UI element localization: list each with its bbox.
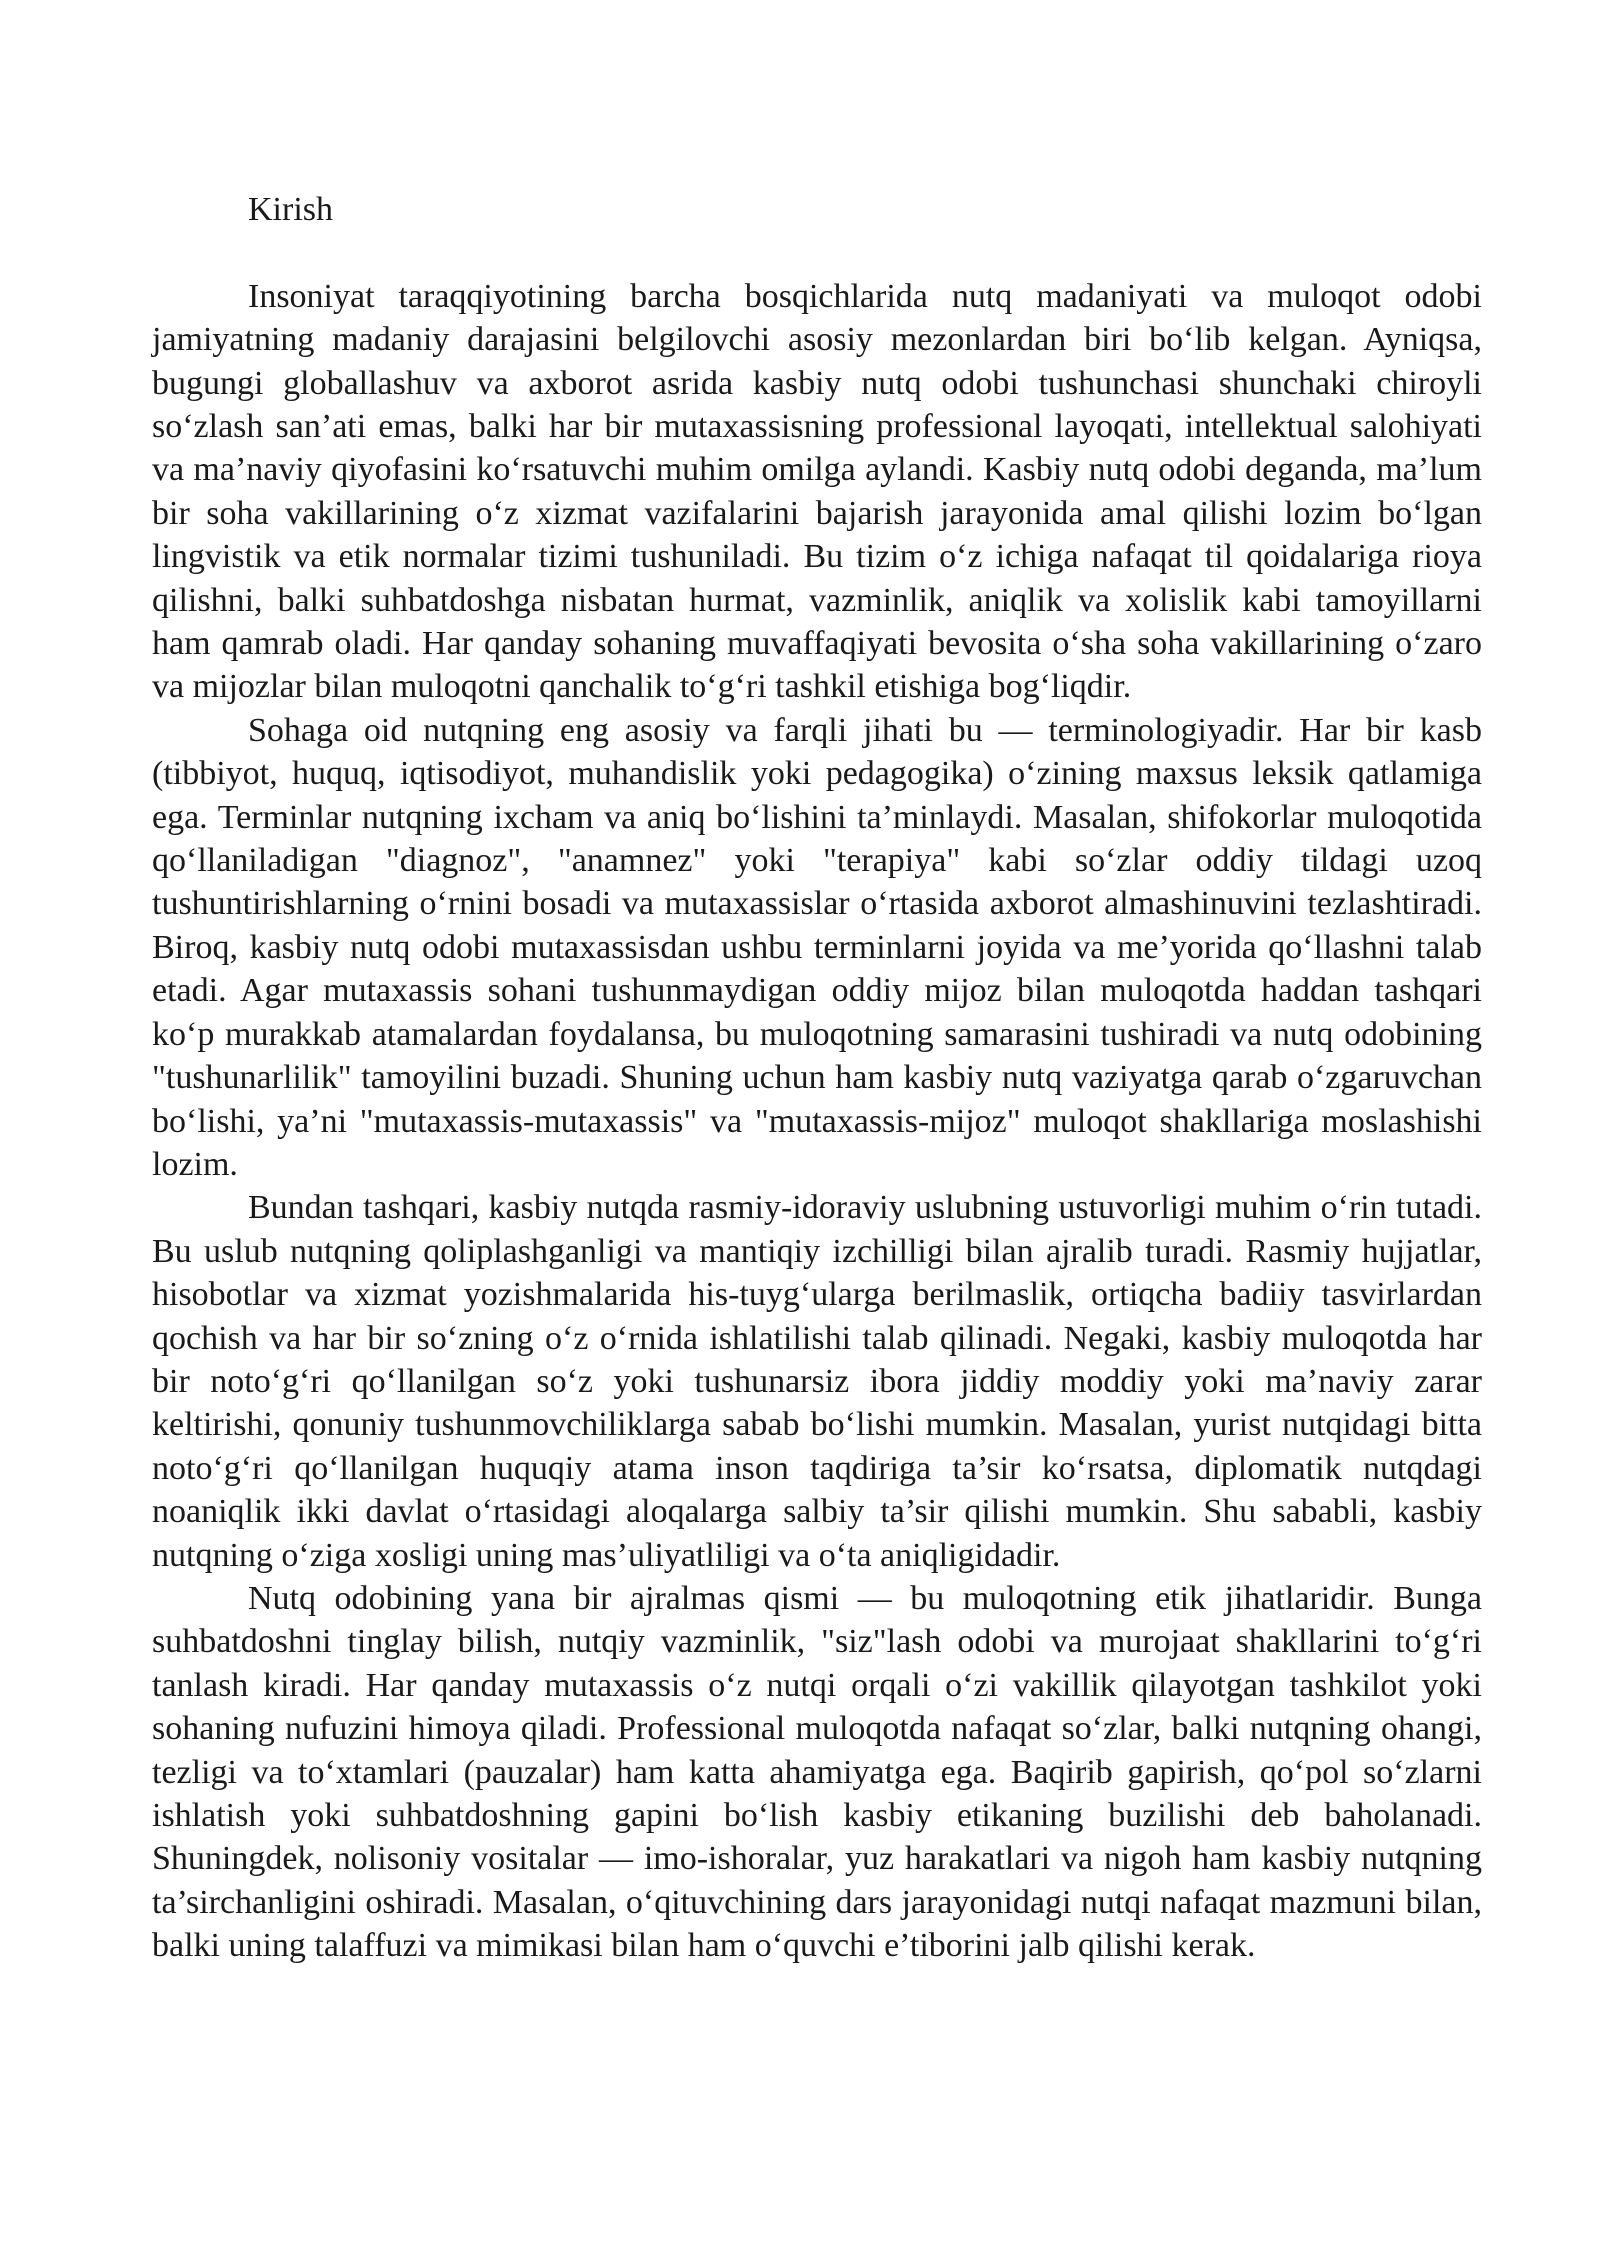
paragraph-2: Sohaga oid nutqning eng asosiy va farqli jihati bu — terminologiyadir. Har bir kasb (tibbiyot, huquq, iqtisodiyot, muhandislik yoki pedagogika) o‘zining maxsus leksik qatlamiga ega. Terminlar nutqning ixcham va aniq bo‘lishini ta’minlaydi. Masalan, shifokorlar muloqotida qo‘llaniladigan "diagnoz", "anamnez" yoki "terapiya" kabi so‘zlar oddiy tildagi uzoq tushuntirishlarning o‘rnini bosadi va mutaxassislar o‘rtasida axborot almashinuvini tezlashtiradi. Biroq, kasbiy nutq odobi mutaxassisdan ushbu terminlarni joyida va me’yorida qo‘llashni talab etadi. Agar mutaxassis sohani tushunmaydigan oddiy mijoz bilan muloqotda haddan tashqari ko‘p murakkab atamalardan foydalansa, bu muloqotning samarasini tushiradi va nutq odobining "tushunarlilik" tamoyilini buzadi. Shuning uchun ham kasbiy nutq vaziyatga qarab o‘zgaruvchan bo‘lishi, ya’ni "mutaxassis-mutaxassis" va "mutaxassis-mijoz" muloqot shakllariga moslashishi lozim. <box>152 711 1482 1183</box>
paragraph-3: Bundan tashqari, kasbiy nutqda rasmiy-idoraviy uslubning ustuvorligi muhim o‘rin tutadi. Bu uslub nutqning qoliplashganligi va mantiqiy izchilligi bilan ajralib turadi. Rasmiy hujjatlar, hisobotlar va xizmat yozishmalarida his-tuyg‘ularga berilmaslik, ortiqcha badiiy tasvirlardan qochish va har bir so‘zning o‘z o‘rnida ishlatilishi talab qilinadi. Negaki, kasbiy muloqotda har bir noto‘g‘ri qo‘llanilgan so‘z yoki tushunarsiz ibora jiddiy moddiy yoki ma’naviy zarar keltirishi, qonuniy tushunmovchiliklarga sabab bo‘lishi mumkin. Masalan, yurist nutqidagi bitta noto‘g‘ri qo‘llanilgan huquqiy atama inson taqdiriga ta’sir ko‘rsatsa, diplomatik nutqdagi noaniqlik ikki davlat o‘rtasidagi aloqalarga salbiy ta’sir qilishi mumkin. Shu sababli, kasbiy nutqning o‘ziga xosligi uning mas’uliyatliligi va o‘ta aniqligidadir. <box>152 1189 1482 1574</box>
paragraph-1: Insoniyat taraqqiyotining barcha bosqichlarida nutq madaniyati va muloqot odobi jamiyatning madaniy darajasini belgilovchi asosiy mezonlardan biri bo‘lib kelgan. Ayniqsa, bugungi globallashuv va axborot asrida kasbiy nutq odobi tushunchasi shunchaki chiroyli so‘zlash san’ati emas, balki har bir mutaxassisning professional layoqati, intellektual salohiyati va ma’naviy qiyofasini ko‘rsatuvchi muhim omilga aylandi. Kasbiy nutq odobi deganda, ma’lum bir soha vakillarining o‘z xizmat vazifalarini bajarish jarayonida amal qilishi lozim bo‘lgan lingvistik va etik normalar tizimi tushuniladi. Bu tizim o‘z ichiga nafaqat til qoidalariga rioya qilishni, balki suhbatdoshga nisbatan hurmat, vazminlik, aniqlik va xolislik kabi tamoyillarni ham qamrab oladi. Har qanday sohaning muvaffaqiyati bevosita o‘sha soha vakillarining o‘zaro va mijozlar bilan muloqotni qanchalik to‘g‘ri tashkil etishiga bog‘liqdir. <box>152 277 1482 706</box>
paragraph-4: Nutq odobining yana bir ajralmas qismi — bu muloqotning etik jihatlaridir. Bunga suhbatdoshni tinglay bilish, nutqiy vazminlik, "siz"lash odobi va murojaat shakllarini to‘g‘ri tanlash kiradi. Har qanday mutaxassis o‘z nutqi orqali o‘zi vakillik qilayotgan tashkilot yoki sohaning nufuzini himoya qiladi. Professional muloqotda nafaqat so‘zlar, balki nutqning ohangi, tezligi va to‘xtamlari (pauzalar) ham katta ahamiyatga ega. Baqirib gapirish, qo‘pol so‘zlarni ishlatish yoki suhbatdoshning gapini bo‘lish kasbiy etikaning buzilishi deb baholanadi. Shuningdek, nolisoniy vositalar — imo-ishoralar, yuz harakatlari va nigoh ham kasbiy nutqning ta’sirchanligini oshiradi. Masalan, o‘qituvchining dars jarayonidagi nutqi nafaqat mazmuni bilan, balki uning talaffuzi va mimikasi bilan ham o‘quvchi e’tiborini jalb qilishi kerak. <box>152 1579 1482 1965</box>
section-heading: Kirish <box>248 191 333 228</box>
document-body <box>152 188 1482 1968</box>
